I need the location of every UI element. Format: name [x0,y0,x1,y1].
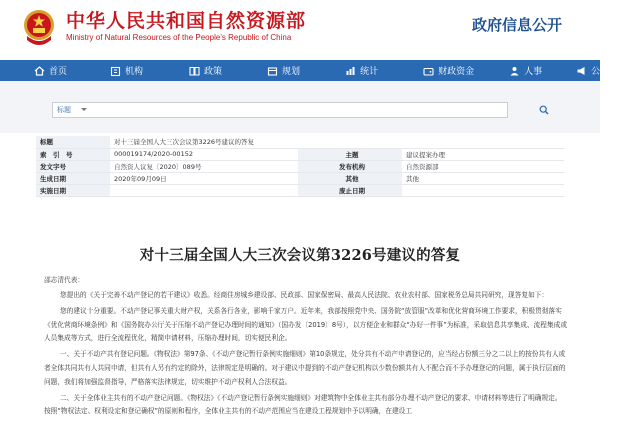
nav-label: 规划 [282,67,301,77]
search-field-select[interactable]: 标题 [57,106,71,114]
article-title: 对十三届全国人大三次会议第3226号建议的答复 [139,247,461,264]
date-label: 生成日期 [36,172,110,184]
chart-icon [344,65,356,76]
book-icon [188,65,200,76]
building-icon [109,65,121,76]
implementation-date-label: 实施日期 [36,184,110,196]
nav-label: 机构 [125,67,144,77]
search-box[interactable] [52,102,508,118]
person-icon [508,65,520,76]
table-row [36,148,564,160]
table-row [36,136,564,148]
index-value: 000019174/2020-00152 [110,148,298,160]
section-title: 政府信息公开 [471,16,562,34]
table-row [36,184,564,196]
doc-number-label: 发文字号 [36,160,110,172]
title-value: 对十三届全国人大三次会议第3226号建议的答复 [110,136,564,148]
implementation-date-value [110,184,298,196]
site-header [0,0,600,60]
table-row [36,160,564,172]
wallet-icon [422,65,434,76]
index-label: 索 引 号 [36,148,110,160]
article-paragraph: 您提出的《关于完善不动产登记的若干建议》收悉。经商住房城乡建设部、民政部、国家保密局、最高人民法院、农业农村部、国家税务总局共同研究，现答复如下： [60,291,549,299]
nav-label: 人事 [524,67,543,77]
nav-organization[interactable] [109,60,143,81]
category-label: 其他 [298,172,402,184]
table-row [36,172,564,184]
topic-value: 建议提案办理 [402,148,564,160]
doc-number-value: 自然资人议复〔2020〕089号 [110,160,298,172]
issuer-label: 发布机构 [298,160,402,172]
nav-label: 统计 [360,67,379,77]
nav-announcements[interactable] [575,60,627,81]
nav-planning[interactable] [266,60,300,81]
issuer-value: 自然资源部 [402,160,564,172]
abolish-date-value [402,184,564,196]
nav-label: 财政资金 [438,67,475,77]
abolish-date-label: 废止日期 [298,184,402,196]
document-info-table [36,136,564,197]
nav-label: 首页 [49,67,68,77]
title-label: 标题 [36,136,110,148]
article-greeting: 邵志清代表： [44,276,85,284]
nav-personnel[interactable] [508,60,542,81]
article-paragraph: 一、关于不动产共有登记问题。《物权法》第97条、《不动产登记暂行条例实施细则》第10条规定，处分共有不动产申请登记的，应当经占份额三分之二以上的按份共有人或者全体共同共有人共同申请，但共有人另有约定的除外，法律规定是明确的。对于建议中提到的不动产登记机构以少数份额共有人不配合而不予办理登记的问题，属于执行层面的问题，我们将加强监督指导，严格落实法律规定，切实维护不动产权利人合法权益。 [44,350,566,386]
national-emblem-icon [22,6,56,50]
search-icon[interactable] [537,103,551,117]
nav-statistics[interactable] [344,60,378,81]
category-value: 其他 [402,172,564,184]
main-nav [0,60,627,81]
megaphone-icon [575,65,587,76]
article-paragraph: 二、关于全体业主共有的不动产登记问题。《物权法》《不动产登记暂行条例实施细则》对建筑物中全体业主共有部分办理不动产登记的要求、申请材料等进行了明确规定。按照“物权法定、权利设定和登记确权”的原则和程序，全体业主共有的不动产范围应当在建设工程规划中予以明确，在建设工 [44,393,562,416]
site-subtitle: Ministry of Natural Resources of the People’s Republic of China [66,33,292,42]
calendar-icon [266,65,278,76]
nav-finance[interactable] [422,60,474,81]
topic-label: 主题 [298,148,402,160]
site-title: 中华人民共和国自然资源部 [66,10,307,32]
article-paragraph: 您的建议十分重要。不动产登记事关重大财产权，关系各行各业，影响千家万户。近年来，我部按照党中央、国务院“放管服”改革和优化营商环境工作要求，积极贯彻落实《优化营商环境条例》和《国务院办公厅关于压缩不动产登记办理时间的通知》（国办发〔2019〕8号），以方便企业和群众“办好一件事”为标准，采取信息共享集成、流程集成或人员集成等方式，进行全流程优化，精简申请材料，压缩办理时间，切实便民利企。 [44,306,568,343]
nav-label: 公告公示 [591,67,627,77]
nav-label: 政策 [204,67,223,77]
article-body [44,289,568,419]
nav-policy[interactable] [188,60,222,81]
date-value: 2020年09月09日 [110,172,298,184]
chevron-down-icon[interactable] [81,108,87,111]
nav-home[interactable] [33,60,67,81]
home-icon [33,65,45,76]
